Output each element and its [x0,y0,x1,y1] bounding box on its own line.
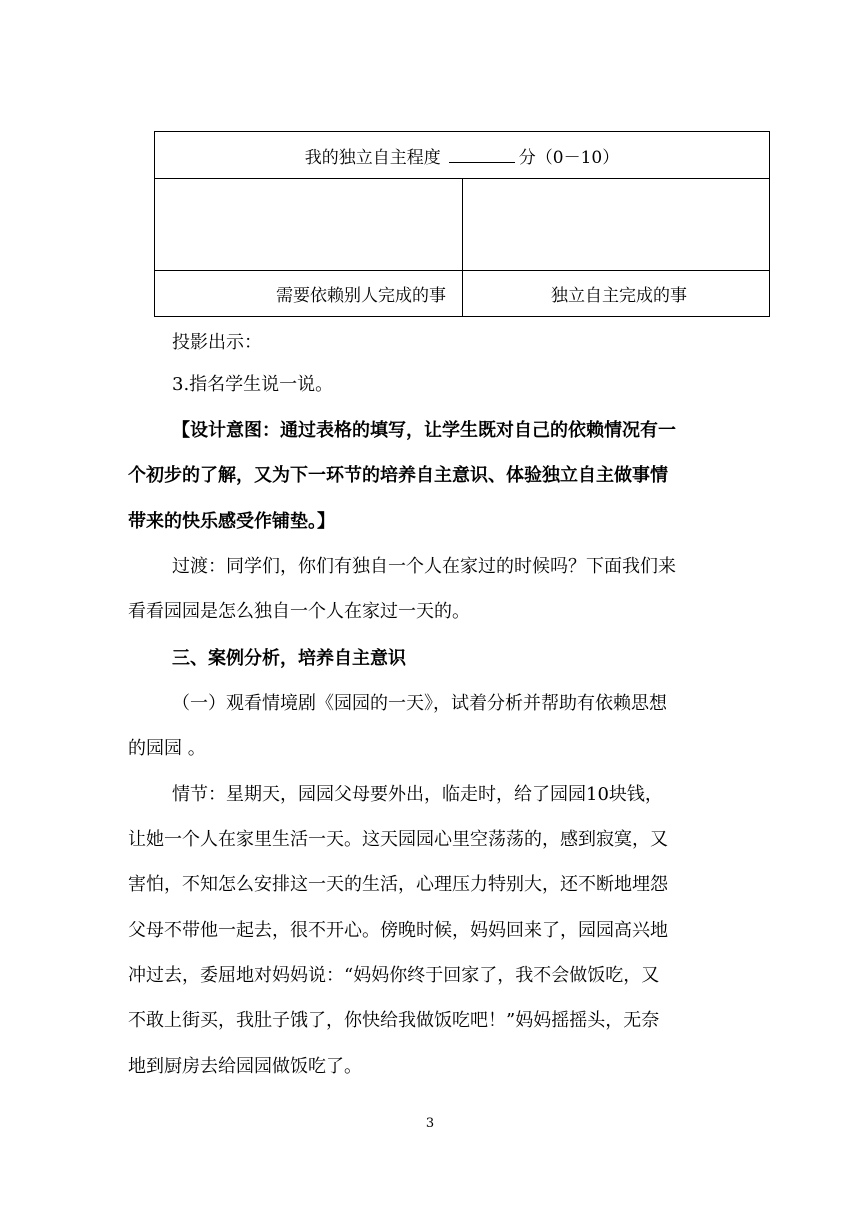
design-intent-line-2: 个初步的了解，又为下一环节的培养自主意识、体验独立自主做事情 [128,465,668,486]
design-intent-line-3: 带来的快乐感受作铺垫。】 [128,511,335,532]
plot-line-5: 冲过去，委屈地对妈妈说：“妈妈你终于回家了，我不会做饭吃，又 [128,965,660,986]
header-unit: 分（0－10） [518,147,620,168]
plot-line-2: 让她一个人在家里生活一天。这天园园心里空荡荡的，感到寂寞，又 [128,829,668,850]
plot-line-3: 害怕，不知怎么安排这一天的生活，心理压力特别大，还不断地埋怨 [128,874,668,895]
left-col-label: 需要依赖别人完成的事 [155,271,463,317]
plot-line-7: 地到厨房去给园园做饭吃了。 [128,1056,362,1077]
right-col-label: 独立自主完成的事 [463,271,770,317]
subsection-1-line-1: （一）观看情境剧《园园的一天》，试着分析并帮助有依赖思想 [172,693,667,714]
paragraph-projection: 投影出示： [172,332,262,353]
plot-line-4: 父母不带他一起去，很不开心。傍晚时候，妈妈回来了，园园高兴地 [128,920,668,941]
self-assessment-table [154,131,770,317]
design-intent-line-1: 【设计意图：通过表格的填写，让学生既对自己的依赖情况有一 [172,420,676,441]
table-header-row [155,132,770,179]
table-blank-row [155,179,770,271]
table-header-cell [155,132,770,179]
left-blank-cell[interactable] [155,179,463,271]
right-blank-cell[interactable] [463,179,770,271]
plot-line-1: 情节：星期天，园园父母要外出，临走时，给了园园10块钱， [172,784,663,805]
transition-line-1: 过渡：同学们，你们有独自一个人在家过的时候吗？下面我们来 [172,556,676,577]
transition-line-2: 看看园园是怎么独自一个人在家过一天的。 [128,601,470,622]
paragraph-step3: 3.指名学生说一说。 [172,374,334,395]
table-label-row [155,271,770,317]
section-heading-3: 三、案例分析，培养自主意识 [172,648,406,669]
plot-line-6: 不敢上街买，我肚子饿了，你快给我做饭吃吧！”妈妈摇摇头，无奈 [128,1010,660,1031]
subsection-1-line-2: 的园园 。 [128,738,206,759]
header-label: 我的独立自主程度 [304,147,441,168]
page-number: 3 [425,1116,435,1131]
score-blank[interactable] [449,148,515,163]
